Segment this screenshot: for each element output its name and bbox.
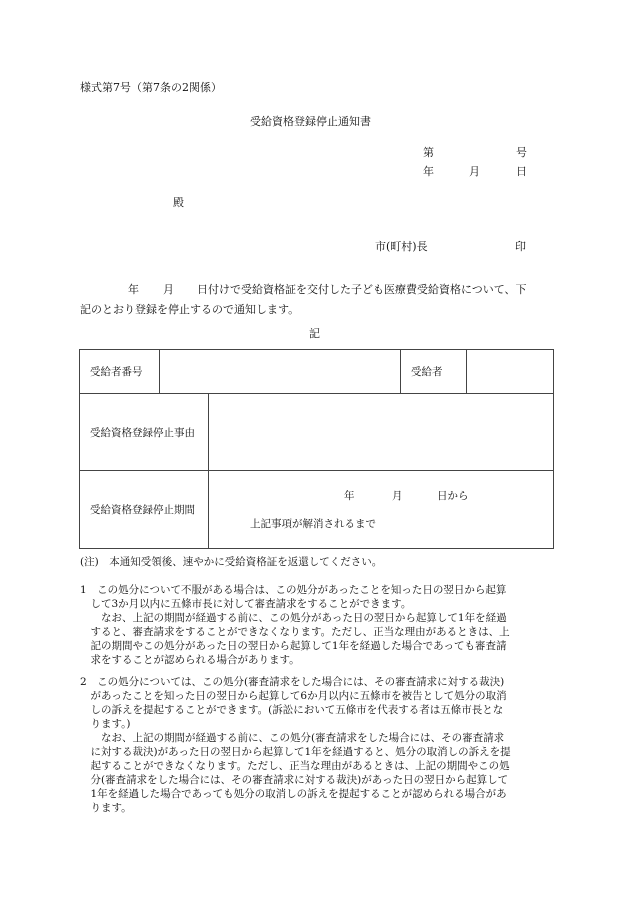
notice-1-line: して3か月以内に五條市長に対して審査請求をすることができます。 [80, 598, 412, 610]
period-until: 上記事項が解消されるまで [250, 518, 376, 530]
period-month: 月 [392, 490, 403, 502]
recipient-value [467, 350, 554, 394]
notice-2-line: ります。) [80, 718, 131, 730]
period-from: 日から [437, 490, 469, 502]
body-month: 月 [163, 283, 174, 296]
notice-2-line: があったことを知った日の翌日から起算して6か月以内に五條市を被告として処分の取消 [80, 690, 507, 702]
date-month: 月 [469, 165, 480, 178]
notice-1-line: すると、審査請求をすることができなくなります。ただし、正当な理由があるときは、上 [80, 626, 510, 638]
recipient-number-label: 受給者番号 [80, 350, 160, 394]
body-line-1: 日付けで受給資格証を交付した子ども医療費受給資格について、下 [197, 283, 527, 296]
stop-info-table [79, 349, 554, 549]
notice-2-line: 起することができなくなります。ただし、正当な理由があるときは、上記の期間やこの処 [80, 760, 510, 772]
date-day: 日 [516, 165, 527, 178]
stop-reason-value [209, 394, 554, 471]
body-line-2: 記のとおり登録を停止するので通知します。 [80, 303, 300, 316]
notice-2-line: ります。 [80, 802, 132, 814]
body-year: 年 [128, 283, 139, 296]
notice-1-line: 記の期間やこの処分があった日の翌日から起算して1年を経過した場合であっても審査請 [80, 640, 507, 652]
stop-reason-label: 受給資格登録停止事由 [80, 394, 209, 471]
notice-2-line: なお、上記の期間が経過する前に、この処分(審査請求をした場合には、その審査請求 [80, 732, 505, 744]
seal-mark: 印 [515, 240, 526, 253]
stop-period-value [209, 471, 554, 549]
period-year: 年 [344, 490, 355, 502]
doc-number-dai: 第 [423, 146, 434, 159]
addressee-suffix: 殿 [173, 196, 184, 209]
form-label: 様式第7号（第7条の2関係） [80, 81, 222, 94]
notice-1-line: 求をすることが認められる場合があります。 [80, 654, 300, 666]
sender-name: 市(町村)長 [375, 240, 428, 253]
notice-2-line: 分(審査請求をした場合には、その審査請求に対する裁決)があった日の翌日から起算して [80, 774, 509, 786]
recipient-number-value [160, 350, 401, 394]
date-year: 年 [423, 165, 434, 178]
notice-1-line: 1 この処分について不服がある場合は、この処分があったことを知った日の翌日から起算 [80, 584, 507, 596]
notice-2 [80, 675, 556, 815]
notice-2-line: に対する裁決)があった日の翌日から起算して1年を経過すると、処分の取消しの訴えを提 [80, 746, 511, 758]
document-title: 受給資格登録停止通知書 [250, 115, 371, 128]
notice-2-line: 1年を経過した場合であっても処分の取消しの訴えを提起することが認められる場合があ [80, 788, 507, 800]
notice-1-line: なお、上記の期間が経過する前に、この処分があった日の翌日から起算して1年を経過 [80, 612, 507, 624]
recipient-label: 受給者 [401, 350, 467, 394]
note: (注) 本通知受領後、速やかに受給資格証を返還してください。 [80, 556, 383, 568]
doc-number-go: 号 [516, 146, 527, 159]
notice-2-line: しの訴えを提起することができます。(訴訟において五條市を代表する者は五條市長とな [80, 704, 504, 716]
notice-2-line: 2 この処分については、この処分(審査請求をした場合には、その審査請求に対する裁決) [80, 676, 505, 688]
ki-heading: 記 [309, 327, 320, 340]
notice-1 [80, 583, 556, 667]
stop-period-label: 受給資格登録停止期間 [80, 471, 209, 549]
